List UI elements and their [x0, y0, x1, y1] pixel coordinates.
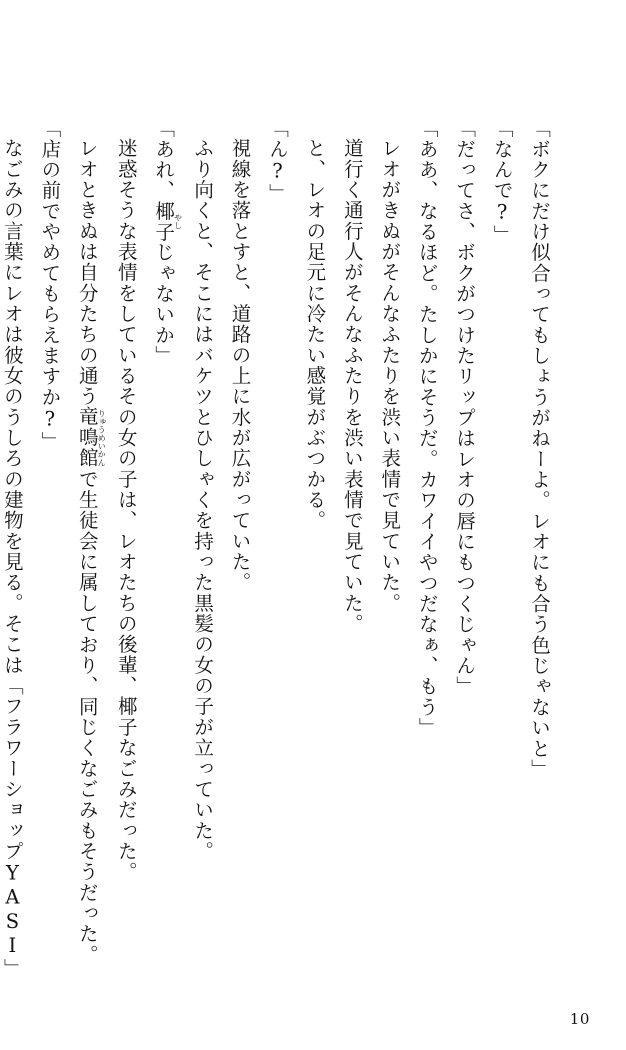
paragraph-with-ruby: レオときぬは自分たちの通う竜鳴館りゅうめいかんで生徒会に属しており、同じくなごみもそうだった。 — [75, 137, 108, 965]
paragraph: 「ああ、なるほど。たしかにそうだ。カワイイやつだなぁ、もう」 — [415, 118, 439, 739]
ruby-yashi: 椰子やし — [152, 200, 184, 243]
paragraph: 「だってさ、ボクがつけたリップはレオの唇にもつくじゃん」 — [453, 118, 477, 697]
novel-text-body — [0, 118, 558, 990]
paragraph: 「ん?」 — [265, 118, 289, 205]
paragraph: なごみの言葉にレオは彼女のうしろの建物を見る。そこは「フラワーショップYASI」 — [0, 137, 24, 979]
paragraph: と、レオの足元に冷たい感覚がぶつかる。 — [303, 137, 327, 531]
paragraph: 視線を落とすと、道路の上に水が広がっていた。 — [228, 137, 252, 593]
paragraph: 道行く通行人がそんなふたりを渋い表情で見ていた。 — [340, 137, 364, 634]
paragraph: レオがきぬがそんなふたりを渋い表情で見ていた。 — [378, 137, 402, 613]
paragraph: 「店の前でやめてもらえますか?」 — [38, 118, 62, 453]
page-number: 10 — [569, 1010, 590, 1028]
paragraph: 迷惑そうな表情をしているその女の子は、レオたちの後輩、椰子なごみだった。 — [114, 137, 138, 882]
paragraph: 「なんで?」 — [490, 118, 514, 246]
paragraph: ふり向くと、そこにはバケツとひしゃくを持った黒髪の女の子が立っていた。 — [191, 137, 215, 861]
paragraph-with-ruby: 「あれ、椰子やしじゃないか」 — [152, 118, 184, 367]
ruby-ryuumeikan: 竜鳴館りゅうめいかん — [75, 406, 108, 469]
paragraph: 「ボクにだけ似合ってもしょうがねーよ。レオにも合う色じゃないと」 — [528, 118, 551, 780]
